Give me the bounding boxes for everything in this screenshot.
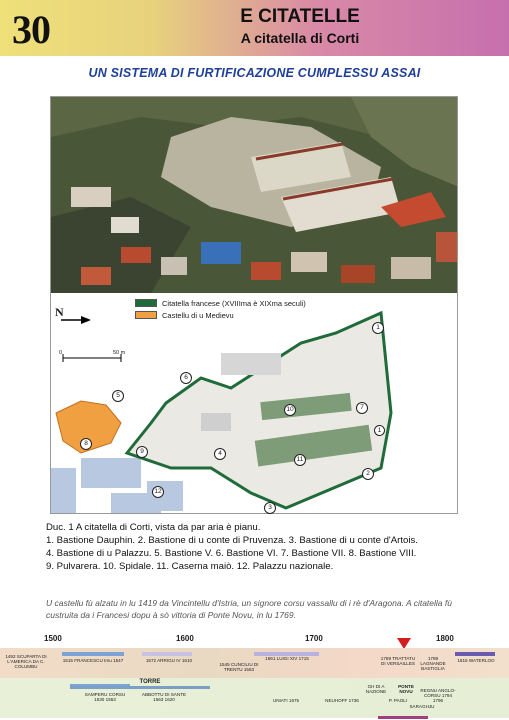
marker-1: 1 [372, 322, 384, 334]
timeline-event: 1515 FRANCESCU Imu 1547 [62, 658, 124, 663]
timeline-event: 1492 SCUPARTA DI L'AMERICA DA C. COLUMBU [5, 654, 47, 670]
timeline-event: 1545 CUNCILIU DI TRENTU 1563 [219, 662, 259, 673]
citadel-figure [50, 96, 458, 514]
timeline-event: ABBOTTU DI SANTE 1563 1620 [141, 692, 187, 703]
timeline-event: 1661 LUIGI XIV 1715 [265, 656, 309, 661]
timeline-event: TORRE [139, 679, 161, 685]
timeline-event: 1815 WATERLOO [457, 658, 495, 663]
timeline-bar [62, 652, 124, 656]
legend-item [135, 297, 306, 309]
marker-11: 11 [294, 454, 306, 466]
timeline-bar [70, 686, 210, 689]
page-header [0, 0, 509, 56]
timeline-event: NEUHOFF 1736 [325, 698, 359, 703]
marker-10: 10 [284, 404, 296, 416]
legend-swatch [135, 299, 157, 307]
citadel-plan [51, 293, 458, 514]
timeline-event: REGNU ANGLO-CORSU 1794 1796 [420, 688, 456, 704]
caption-line: Duc. 1 A citatella di Corti, vista da par aria è pianu. [46, 522, 261, 533]
timeline-bar [142, 652, 192, 656]
marker-5: 5 [112, 390, 124, 402]
marker-6: 6 [180, 372, 192, 384]
marker-9: 9 [136, 446, 148, 458]
legend-item [135, 309, 306, 321]
scale-start: 0 [59, 350, 63, 356]
marker-4: 4 [214, 448, 226, 460]
note-line: custruita da i Francesi dopu à sò vittoria di Ponte Novu, in lu 1769. [46, 609, 296, 620]
scale-end: 50 m [113, 350, 126, 356]
timeline-event: SARAGHJU [409, 704, 435, 709]
timeline-event: 1572 ARRIGU IV 1610 [145, 658, 193, 663]
marker-3: 3 [264, 502, 276, 514]
section-title: UN SISTEMA DI FURTIFICAZIONE CUMPLESSU ASSAI [88, 66, 421, 80]
timeline-event: 1789 TRATTATU DI VERSAILLES [380, 656, 416, 667]
marker-12: 12 [152, 486, 164, 498]
timeline-year: 1600 [176, 634, 194, 643]
caption-line: 4. Bastione di u Palazzu. 5. Bastione V. 6. Bastione VI. 7. Bastione VII. 8. Bastione VIII. [46, 548, 417, 559]
legend-label: Citatella francese (XVIIIma è XIXma seculi) [162, 298, 306, 308]
timeline-year: 1700 [305, 634, 323, 643]
timeline-year: 1800 [436, 634, 454, 643]
timeline-event: UNIATI 1675 [272, 698, 300, 703]
marker-7: 7 [356, 402, 368, 414]
timeline-event: P. PAOLI [388, 698, 408, 703]
figure-caption [46, 521, 476, 573]
historical-note [46, 598, 476, 621]
page-title: E CITATELLE [240, 6, 360, 27]
caption-line: 9. Pulvarera. 10. Spidale. 11. Caserna maiò. 12. Palazzu nazionale. [46, 561, 334, 572]
marker-8: 8 [80, 438, 92, 450]
timeline [0, 634, 509, 720]
timeline-bar [378, 716, 428, 719]
marker-1: 1 [374, 419, 385, 437]
timeline-event: PONTE NOVU [398, 684, 414, 695]
timeline-event: 1789 LAGNANDE BASTIGLIA [420, 656, 446, 672]
page-number: 30 [12, 7, 50, 52]
legend-swatch [135, 311, 157, 319]
aerial-photo [51, 97, 458, 293]
marker-2: 2 [362, 468, 374, 480]
note-line: U castellu fù alzatu in lu 1419 da Vincintellu d'Istria, un signore corsu vassallu di i rè d'Aragona. A citatella fù [46, 598, 452, 608]
map-legend [135, 297, 306, 321]
timeline-year: 1500 [44, 634, 62, 643]
timeline-bar [455, 652, 495, 656]
caption-line: 1. Bastione Dauphin. 2. Bastione di u conte di Pruvenza. 3. Bastione di u conte d'Artois. [46, 535, 418, 546]
legend-label: Castellu di u Medievu [162, 310, 234, 320]
timeline-event: SAMPERU CORSU 1530 1553 [84, 692, 126, 703]
page-subtitle: A citatella di Corti [240, 30, 360, 46]
timeline-event: GH DI A NAZIONE [365, 684, 387, 695]
north-arrow-label: N [55, 305, 64, 319]
